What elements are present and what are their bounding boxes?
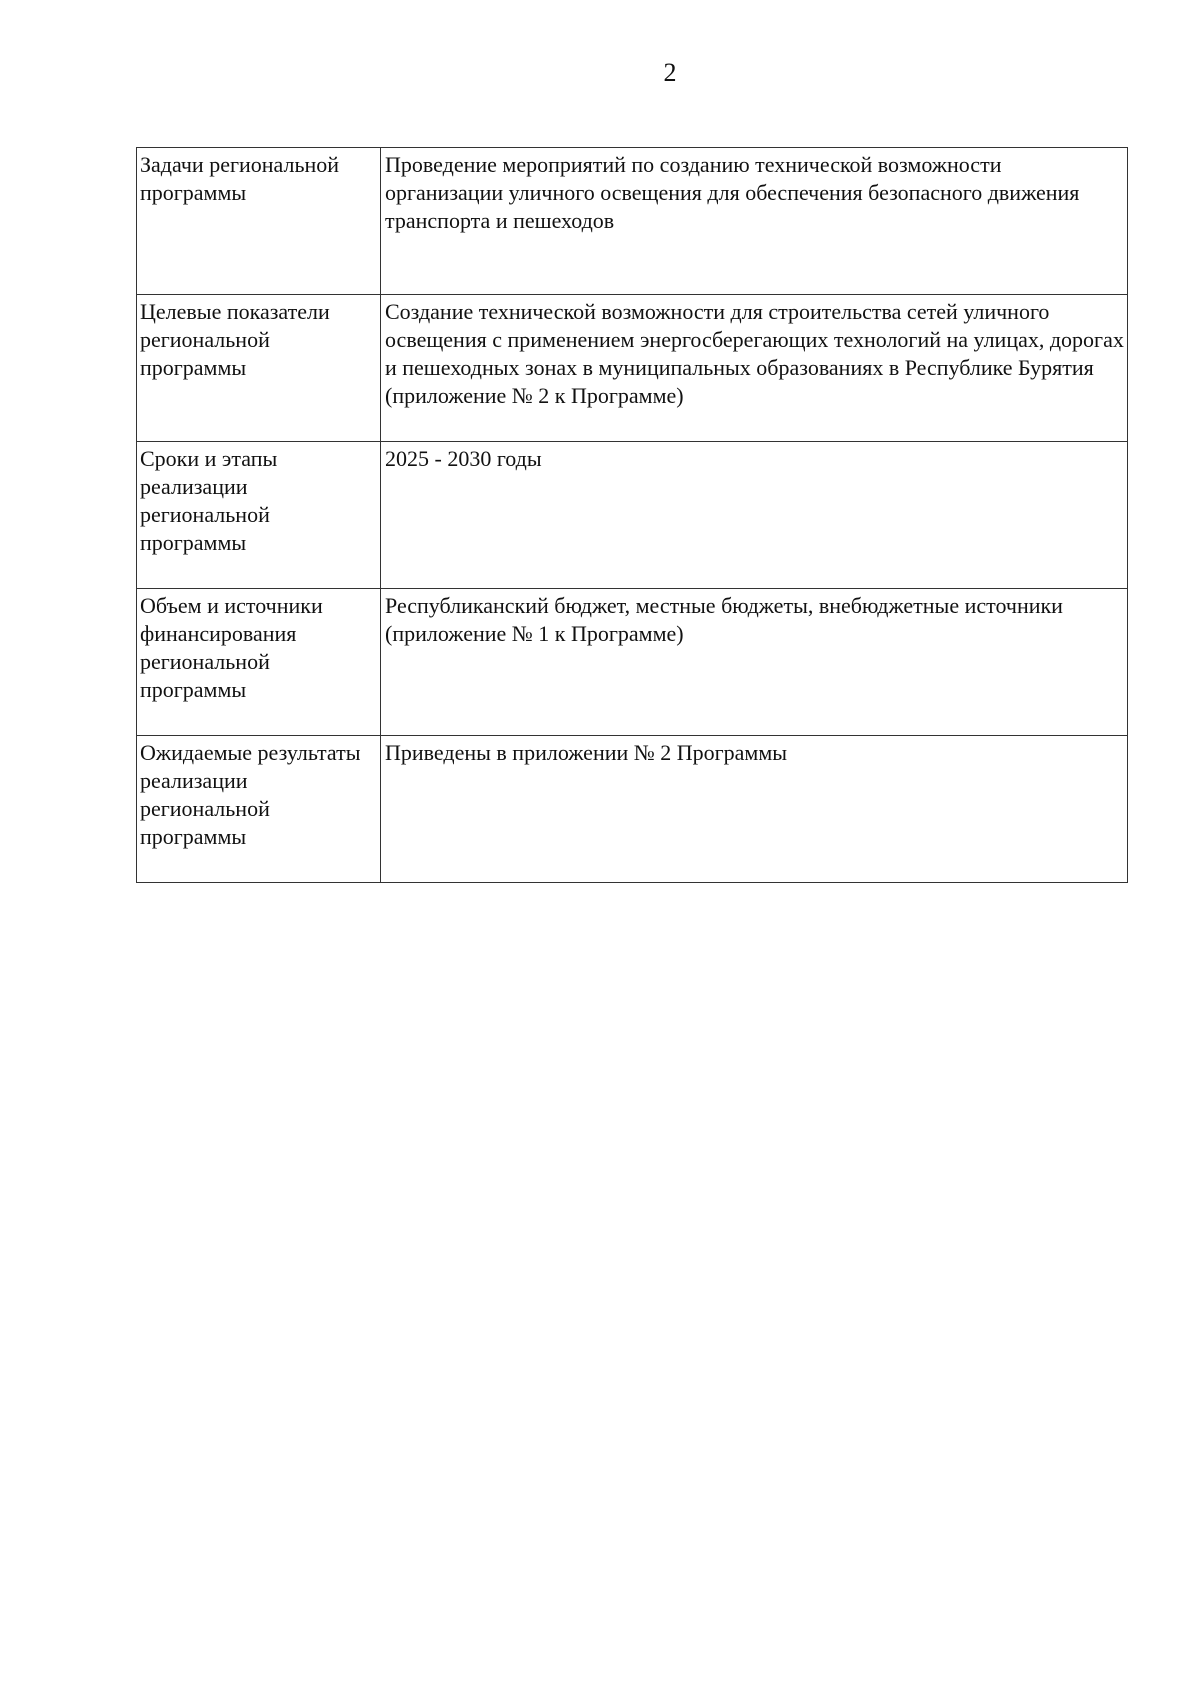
table-row [137, 589, 1128, 736]
row-label-funding: Объем и источники финансирования региональной программы [137, 589, 381, 736]
table-row [137, 148, 1128, 295]
row-label-terms-stages: Сроки и этапы реализации региональной программы [137, 442, 381, 589]
row-label-target-indicators: Целевые показатели региональной программы [137, 295, 381, 442]
page-number: 2 [663, 58, 677, 87]
table-row [137, 442, 1128, 589]
row-value-target-indicators: Создание технической возможности для строительства сетей уличного освещения с применением энергосберегающих технологий на улицах, дорогах и пешеходных зонах в муниципальных образованиях в Республике Бурятия (приложение № 2 к Программе) [381, 295, 1128, 442]
row-label-tasks: Задачи региональной программы [137, 148, 381, 295]
row-label-expected-results: Ожидаемые результаты реализации региональной программы [137, 736, 381, 883]
program-passport-table [136, 147, 1128, 883]
row-value-funding: Республиканский бюджет, местные бюджеты, внебюджетные источники (приложение № 1 к Программе) [381, 589, 1128, 736]
row-value-terms-stages: 2025 - 2030 годы [381, 442, 1128, 589]
table-row [137, 736, 1128, 883]
row-value-tasks: Проведение мероприятий по созданию технической возможности организации уличного освещения для обеспечения безопасного движения транспорта и пешеходов [381, 148, 1128, 295]
table-row [137, 295, 1128, 442]
row-value-expected-results: Приведены в приложении № 2 Программы [381, 736, 1128, 883]
